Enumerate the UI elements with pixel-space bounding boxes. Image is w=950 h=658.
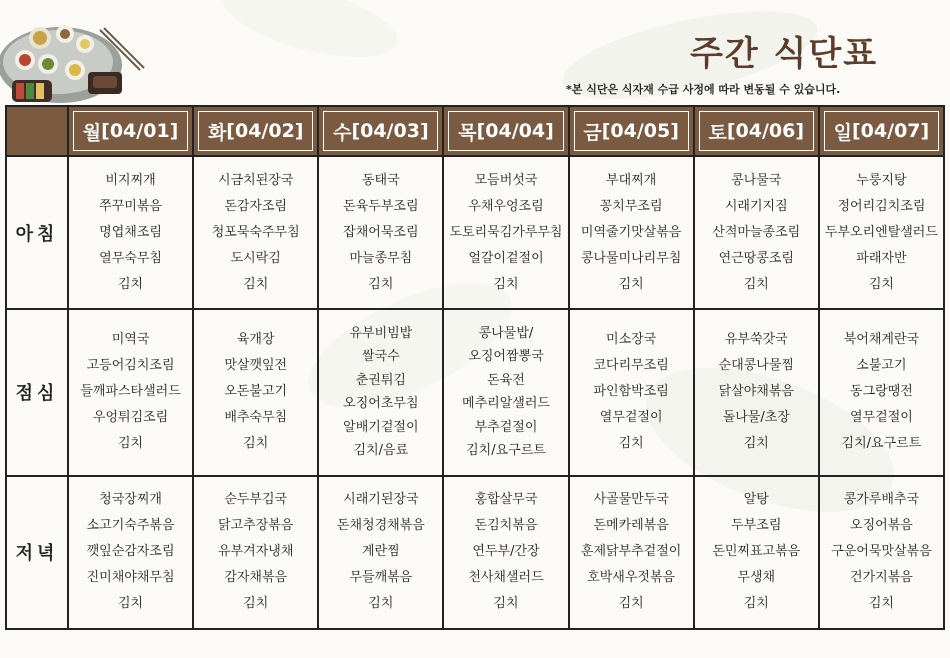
day-header-tue: 화 [04/02] [193,106,318,156]
menu-item: 돈채청경채볶음 [336,518,425,534]
menu-item: 청포묵숙주무침 [211,224,300,240]
menu-item: 두부오리엔탈샐러드 [824,224,938,240]
menu-cell [819,476,944,629]
menu-item: 김치 [243,276,269,292]
menu-item: 들깨파스타샐러드 [80,384,181,400]
menu-cell [318,476,443,629]
menu-item: 돌나물/초장 [722,410,790,426]
menu-item: 연두부/간장 [472,544,540,560]
menu-item: 김치/요구르트 [466,443,546,459]
menu-item: 오돈불고기 [224,384,288,400]
menu-item: 김치 [118,596,144,612]
menu-item: 유부비빔밥 [349,325,413,341]
menu-cell [68,476,193,629]
menu-item: 청국장찌개 [99,492,162,508]
menu-item: 콩가루배추국 [843,492,920,508]
menu-item: 비지찌개 [105,172,156,188]
menu-item: 시래기된장국 [343,492,419,508]
menu-cell [193,476,318,629]
meal-label: 저녁 [6,476,68,629]
menu-cell [569,309,694,475]
menu-item: 닭살야채볶음 [718,384,794,400]
menu-item: 오징어초무침 [343,396,419,412]
menu-item: 춘권튀김 [355,372,406,388]
menu-item: 시래기지짐 [724,198,788,214]
menu-item: 콩나물국 [731,172,782,188]
menu-item: 김치 [743,436,769,452]
menu-item: 사골물만두국 [593,492,669,508]
menu-item: 배추숙무침 [224,410,288,426]
menu-item: 고등어김치조림 [86,358,175,374]
menu-item: 두부조림 [731,518,782,534]
day-header-sun: 일 [04/07] [819,106,944,156]
menu-item: 김치 [868,276,894,292]
menu-cell [569,476,694,629]
menu-item: 닭고추장볶음 [218,518,294,534]
menu-item: 김치/음료 [353,443,409,459]
menu-item: 누룽지탕 [856,172,907,188]
menu-item: 부대찌개 [606,172,657,188]
page-title: 주간 식단표 [690,34,879,74]
menu-item: 김치 [618,596,644,612]
menu-item: 돈메카레볶음 [593,518,669,534]
menu-item: 정어리김치조림 [837,198,926,214]
menu-cell [68,156,193,309]
menu-item: 명엽채조림 [99,224,162,240]
menu-item: 북어채계란국 [843,332,920,348]
menu-item: 산적마늘종조림 [712,224,801,240]
menu-item: 부추겉절이 [474,419,538,435]
menu-cell [443,156,568,309]
day-header-fri: 금 [04/05] [569,106,694,156]
menu-cell [694,309,819,475]
menu-item: 김치 [368,276,394,292]
corner-cell [6,106,68,156]
menu-cell [318,156,443,309]
day-header-sat: 토 [04/06] [694,106,819,156]
menu-item: 김치 [493,276,519,292]
menu-item: 도토리묵김가루무침 [449,224,563,240]
weekly-menu-table [5,105,945,630]
menu-item: 무들깨볶음 [349,570,413,586]
menu-item: 쌀국수 [362,349,400,365]
menu-item: 김치 [243,436,269,452]
menu-item: 미역국 [111,332,150,348]
day-header-wed: 수 [04/03] [318,106,443,156]
menu-item: 육개장 [236,332,275,348]
food-photo [0,10,150,110]
menu-cell [694,476,819,629]
menu-item: 연근땅콩조림 [718,250,794,266]
menu-item: 순두부김국 [224,492,288,508]
menu-item: 깻잎순감자조림 [86,544,175,560]
menu-item: 유부쑥갓국 [724,332,788,348]
menu-item: 돈감자조림 [224,198,288,214]
menu-notice: *본 식단은 식자재 수급 사정에 따라 변동될 수 있습니다. [566,83,841,96]
menu-item: 유부겨자냉채 [218,544,294,560]
menu-cell [694,156,819,309]
menu-item: 김치 [868,596,894,612]
menu-item: 김치 [118,276,144,292]
meal-row-dinner [6,476,944,629]
meal-row-lunch [6,309,944,475]
menu-item: 쭈꾸미볶음 [99,198,162,214]
menu-item: 김치/요구르트 [841,436,922,452]
menu-cell [443,476,568,629]
menu-item: 우엉튀김조림 [92,410,169,426]
background-leaf [215,0,404,72]
menu-item: 감자채볶음 [224,570,288,586]
day-header-thu: 목 [04/04] [443,106,568,156]
menu-item: 오징어짬뽕국 [468,349,544,365]
menu-item: 오징어볶음 [850,518,913,534]
menu-item: 동태국 [362,172,400,188]
menu-item: 김치 [243,596,269,612]
menu-item: 열무겉절이 [850,410,913,426]
menu-item: 김치 [493,596,519,612]
menu-item: 홍합살무국 [474,492,538,508]
menu-item: 미역줄기맛살볶음 [580,224,682,240]
menu-item: 김치 [118,436,144,452]
menu-item: 열무숙무침 [99,250,162,266]
menu-item: 잡채어묵조림 [343,224,419,240]
menu-item: 알탕 [743,492,769,508]
menu-item: 구운어묵맛살볶음 [831,544,932,560]
menu-item: 알배기겉절이 [343,419,419,435]
menu-cell [819,309,944,475]
menu-item: 메추리알샐러드 [462,396,550,412]
menu-item: 순대콩나물찜 [718,358,794,374]
menu-item: 콩나물미나리무침 [580,250,682,266]
menu-item: 소불고기 [856,358,907,374]
menu-item: 소고기숙주볶음 [86,518,175,534]
menu-item: 얼갈이겉절이 [468,250,544,266]
menu-item: 김치 [743,596,769,612]
menu-cell [443,309,568,475]
menu-item: 김치 [743,276,769,292]
menu-item: 김치 [368,596,394,612]
menu-item: 열무겉절이 [599,410,663,426]
menu-item: 계란찜 [362,544,400,560]
menu-item: 맛살깻잎전 [224,358,288,374]
menu-item: 훈제닭부추겉절이 [580,544,682,560]
menu-item: 돈김치볶음 [474,518,538,534]
menu-item: 코다리무조림 [593,358,669,374]
menu-item: 콩나물밥/ [478,325,534,341]
meal-label: 점심 [6,309,68,475]
meal-label: 아침 [6,156,68,309]
menu-item: 천사채샐러드 [468,570,544,586]
menu-item: 시금치된장국 [218,172,294,188]
menu-cell [193,156,318,309]
day-header-row [6,106,944,156]
menu-cell [318,309,443,475]
menu-item: 돈육전 [487,372,525,388]
meal-row-breakfast [6,156,944,309]
menu-cell [819,156,944,309]
menu-cell [68,309,193,475]
menu-item: 꽁치무조림 [599,198,663,214]
menu-item: 건가지볶음 [850,570,913,586]
menu-item: 동그랑땡전 [850,384,913,400]
menu-item: 파인함박조림 [593,384,669,400]
menu-item: 김치 [618,436,644,452]
menu-item: 파래자반 [856,250,907,266]
menu-item: 돈민찌표고볶음 [712,544,801,560]
menu-item: 미소장국 [606,332,657,348]
menu-item: 무생채 [737,570,776,586]
menu-item: 우채우엉조림 [468,198,544,214]
menu-item: 진미채야채무침 [86,570,175,586]
menu-item: 모듬버섯국 [474,172,538,188]
menu-item: 호박새우젓볶음 [587,570,676,586]
menu-item: 돈육두부조림 [343,198,419,214]
day-header-mon: 월 [04/01] [68,106,193,156]
menu-item: 김치 [618,276,644,292]
menu-item: 도시락김 [230,250,281,266]
menu-cell [193,309,318,475]
menu-cell [569,156,694,309]
menu-item: 마늘종무침 [349,250,413,266]
